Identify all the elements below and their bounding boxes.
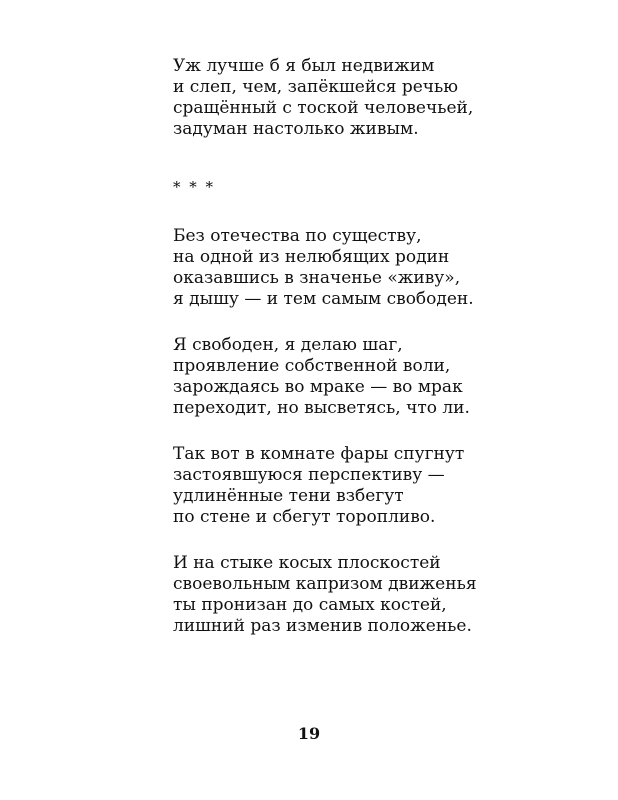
- poem-separator: * * *: [173, 178, 216, 196]
- poem-body: [173, 226, 593, 637]
- poem-line: лишний раз изменив положенье.: [173, 616, 472, 636]
- poem-line: сращённый с тоской человечьей,: [173, 98, 474, 118]
- poem-line: проявление собственной воли,: [173, 356, 451, 376]
- poem-line: переходит, но высветясь, что ли.: [173, 398, 470, 418]
- poem-line: задуман настолько живым.: [173, 119, 419, 139]
- poem-line: оказавшись в значенье «живу»,: [173, 268, 461, 288]
- poem-line: своевольным капризом движенья: [173, 574, 477, 594]
- poem-line: застоявшуюся перспективу —: [173, 465, 445, 485]
- poem-line: и слеп, чем, запёкшейся речью: [173, 77, 459, 97]
- stanza: [173, 335, 593, 419]
- poem-line: удлинённые тени взбегут: [173, 486, 404, 506]
- stanza: [173, 553, 593, 637]
- poem-line: по стене и сбегут торопливо.: [173, 507, 436, 527]
- stanza: [173, 226, 593, 310]
- poem-line: Я свободен, я делаю шаг,: [173, 335, 403, 355]
- poem-line: зарождаясь во мраке — во мрак: [173, 377, 463, 397]
- stanza: [173, 56, 593, 140]
- poem-line: на одной из нелюбящих родин: [173, 247, 450, 267]
- poem-line: ты пронизан до самых костей,: [173, 595, 447, 615]
- poem-stanza-closing: [173, 56, 593, 140]
- page-number: 19: [297, 724, 321, 743]
- poem-line: Так вот в комнате фары спугнут: [173, 444, 465, 464]
- stanza: [173, 444, 593, 528]
- poem-line: Без отечества по существу,: [173, 226, 422, 246]
- poem-line: Уж лучше б я был недвижим: [173, 56, 435, 76]
- poem-line: И на стыке косых плоскостей: [173, 553, 441, 573]
- poem-line: я дышу — и тем самым свободен.: [173, 289, 474, 309]
